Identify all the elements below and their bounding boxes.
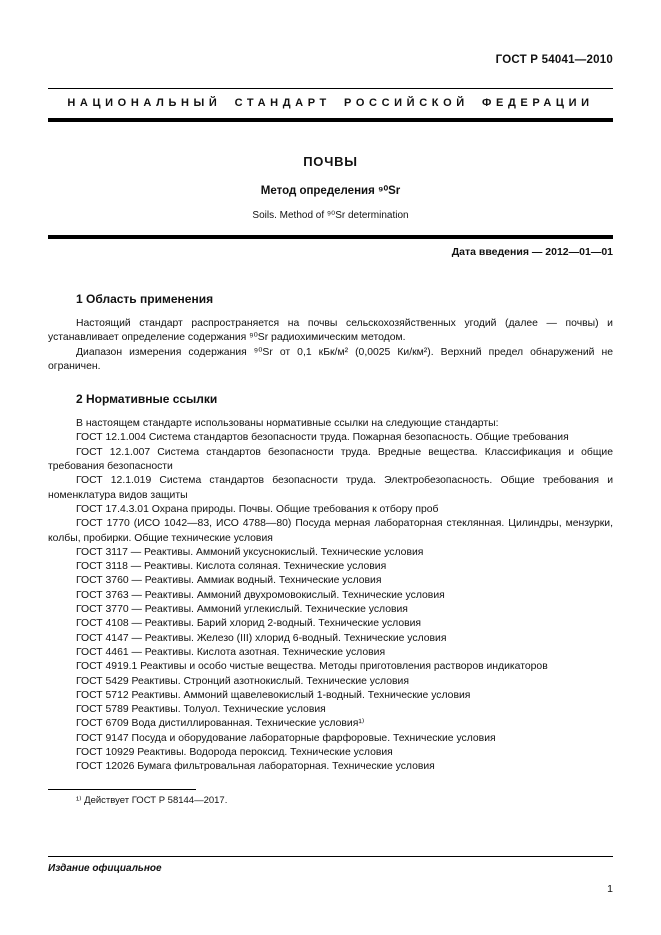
reference-item: ГОСТ 3763 — Реактивы. Аммоний двухромовокислый. Технические условия [76,589,445,601]
reference-item: ГОСТ 10929 Реактивы. Водорода пероксид. Технические условия [76,747,393,759]
reference-item: ГОСТ 9147 Посуда и оборудование лабораторные фарфоровые. Технические условия [76,732,496,744]
footer-rule [48,856,613,857]
title-block [48,154,613,221]
section-2-heading: 2 Нормативные ссылки [76,392,218,407]
reference-item: ГОСТ 6709 Вода дистиллированная. Технические условия¹⁾ [76,718,365,730]
reference-item: ГОСТ 5429 Реактивы. Стронций азотнокислый. Технические условия [76,675,409,687]
reference-item: ГОСТ 3118 — Реактивы. Кислота соляная. Технические условия [76,561,387,573]
section-1-paragraph: Настоящий стандарт распространяется на почвы сельскохозяйственных угодий (далее — почвы) и устанавливает определение содержания ⁹⁰Sr радиохимическим методом. [48,318,613,344]
reference-item: ГОСТ 3760 — Реактивы. Аммиак водный. Технические условия [76,575,382,587]
section-1-heading: 1 Область применения [76,292,214,306]
separator-thick-rule [48,235,613,239]
doc-title-ru: ПОЧВЫ [303,154,358,169]
edition-note: Издание официальное [48,863,162,874]
reference-item: ГОСТ 4919.1 Реактивы и особо чистые вещества. Методы приготовления растворов индикаторов [76,661,548,673]
reference-item: ГОСТ 4461 — Реактивы. Кислота азотная. Технические условия [76,646,386,658]
reference-item: ГОСТ 12026 Бумага фильтровальная лабораторная. Технические условия [76,761,435,773]
effective-date: Дата введения — 2012—01—01 [451,246,613,258]
page-number: 1 [607,883,613,895]
section-1-paragraph: Диапазон измерения содержания ⁹⁰Sr от 0,1 кБк/м² (0,0025 Ки/км²). Верхний предел обнаружений не ограничен. [48,346,613,372]
reference-item: ГОСТ 17.4.3.01 Охрана природы. Почвы. Общие требования к отбору проб [76,503,439,515]
reference-item: ГОСТ 4147 — Реактивы. Железо (III) хлорид 6-водный. Технические условия [76,632,447,644]
reference-item: ГОСТ 5712 Реактивы. Аммоний щавелевокислый 1-водный. Технические условия [76,689,471,701]
page-footer [48,856,613,895]
doc-code: ГОСТ Р 54041—2010 [495,54,613,66]
reference-item: ГОСТ 5789 Реактивы. Толуол. Технические условия [76,704,326,716]
national-standard-band: НАЦИОНАЛЬНЫЙ СТАНДАРТ РОССИЙСКОЙ ФЕДЕРАЦИИ [48,88,613,122]
doc-subtitle-en: Soils. Method of ⁹⁰Sr determination [252,210,409,221]
reference-item: ГОСТ 1770 (ИСО 1042—83, ИСО 4788—80) Посуда мерная лабораторная стеклянная. Цилиндры, мензурки, колбы, пробирки. Общие технические условия [48,518,613,544]
reference-item: ГОСТ 3770 — Реактивы. Аммоний углекислый. Технические условия [76,604,408,616]
doc-subtitle-ru: Метод определения ⁹⁰Sr [260,185,401,197]
reference-item: ГОСТ 12.1.004 Система стандартов безопасности труда. Пожарная безопасность. Общие требования [76,432,569,444]
footnote-text: ¹⁾ Действует ГОСТ Р 58144—2017. [76,794,228,806]
reference-item: ГОСТ 12.1.007 Система стандартов безопасности труда. Вредные вещества. Классификация и общие требования безопасности [48,446,613,473]
reference-item: ГОСТ 4108 — Реактивы. Барий хлорид 2-водный. Технические условия [76,618,422,630]
references-intro: В настоящем стандарте использованы нормативные ссылки на следующие стандарты: [76,418,499,430]
footnote-separator-rule [48,789,196,790]
reference-item: ГОСТ 12.1.019 Система стандартов безопасности труда. Электробезопасность. Общие требования и номенклатура видов защиты [48,475,613,501]
reference-item: ГОСТ 3117 — Реактивы. Аммоний уксуснокислый. Технические условия [76,546,424,558]
